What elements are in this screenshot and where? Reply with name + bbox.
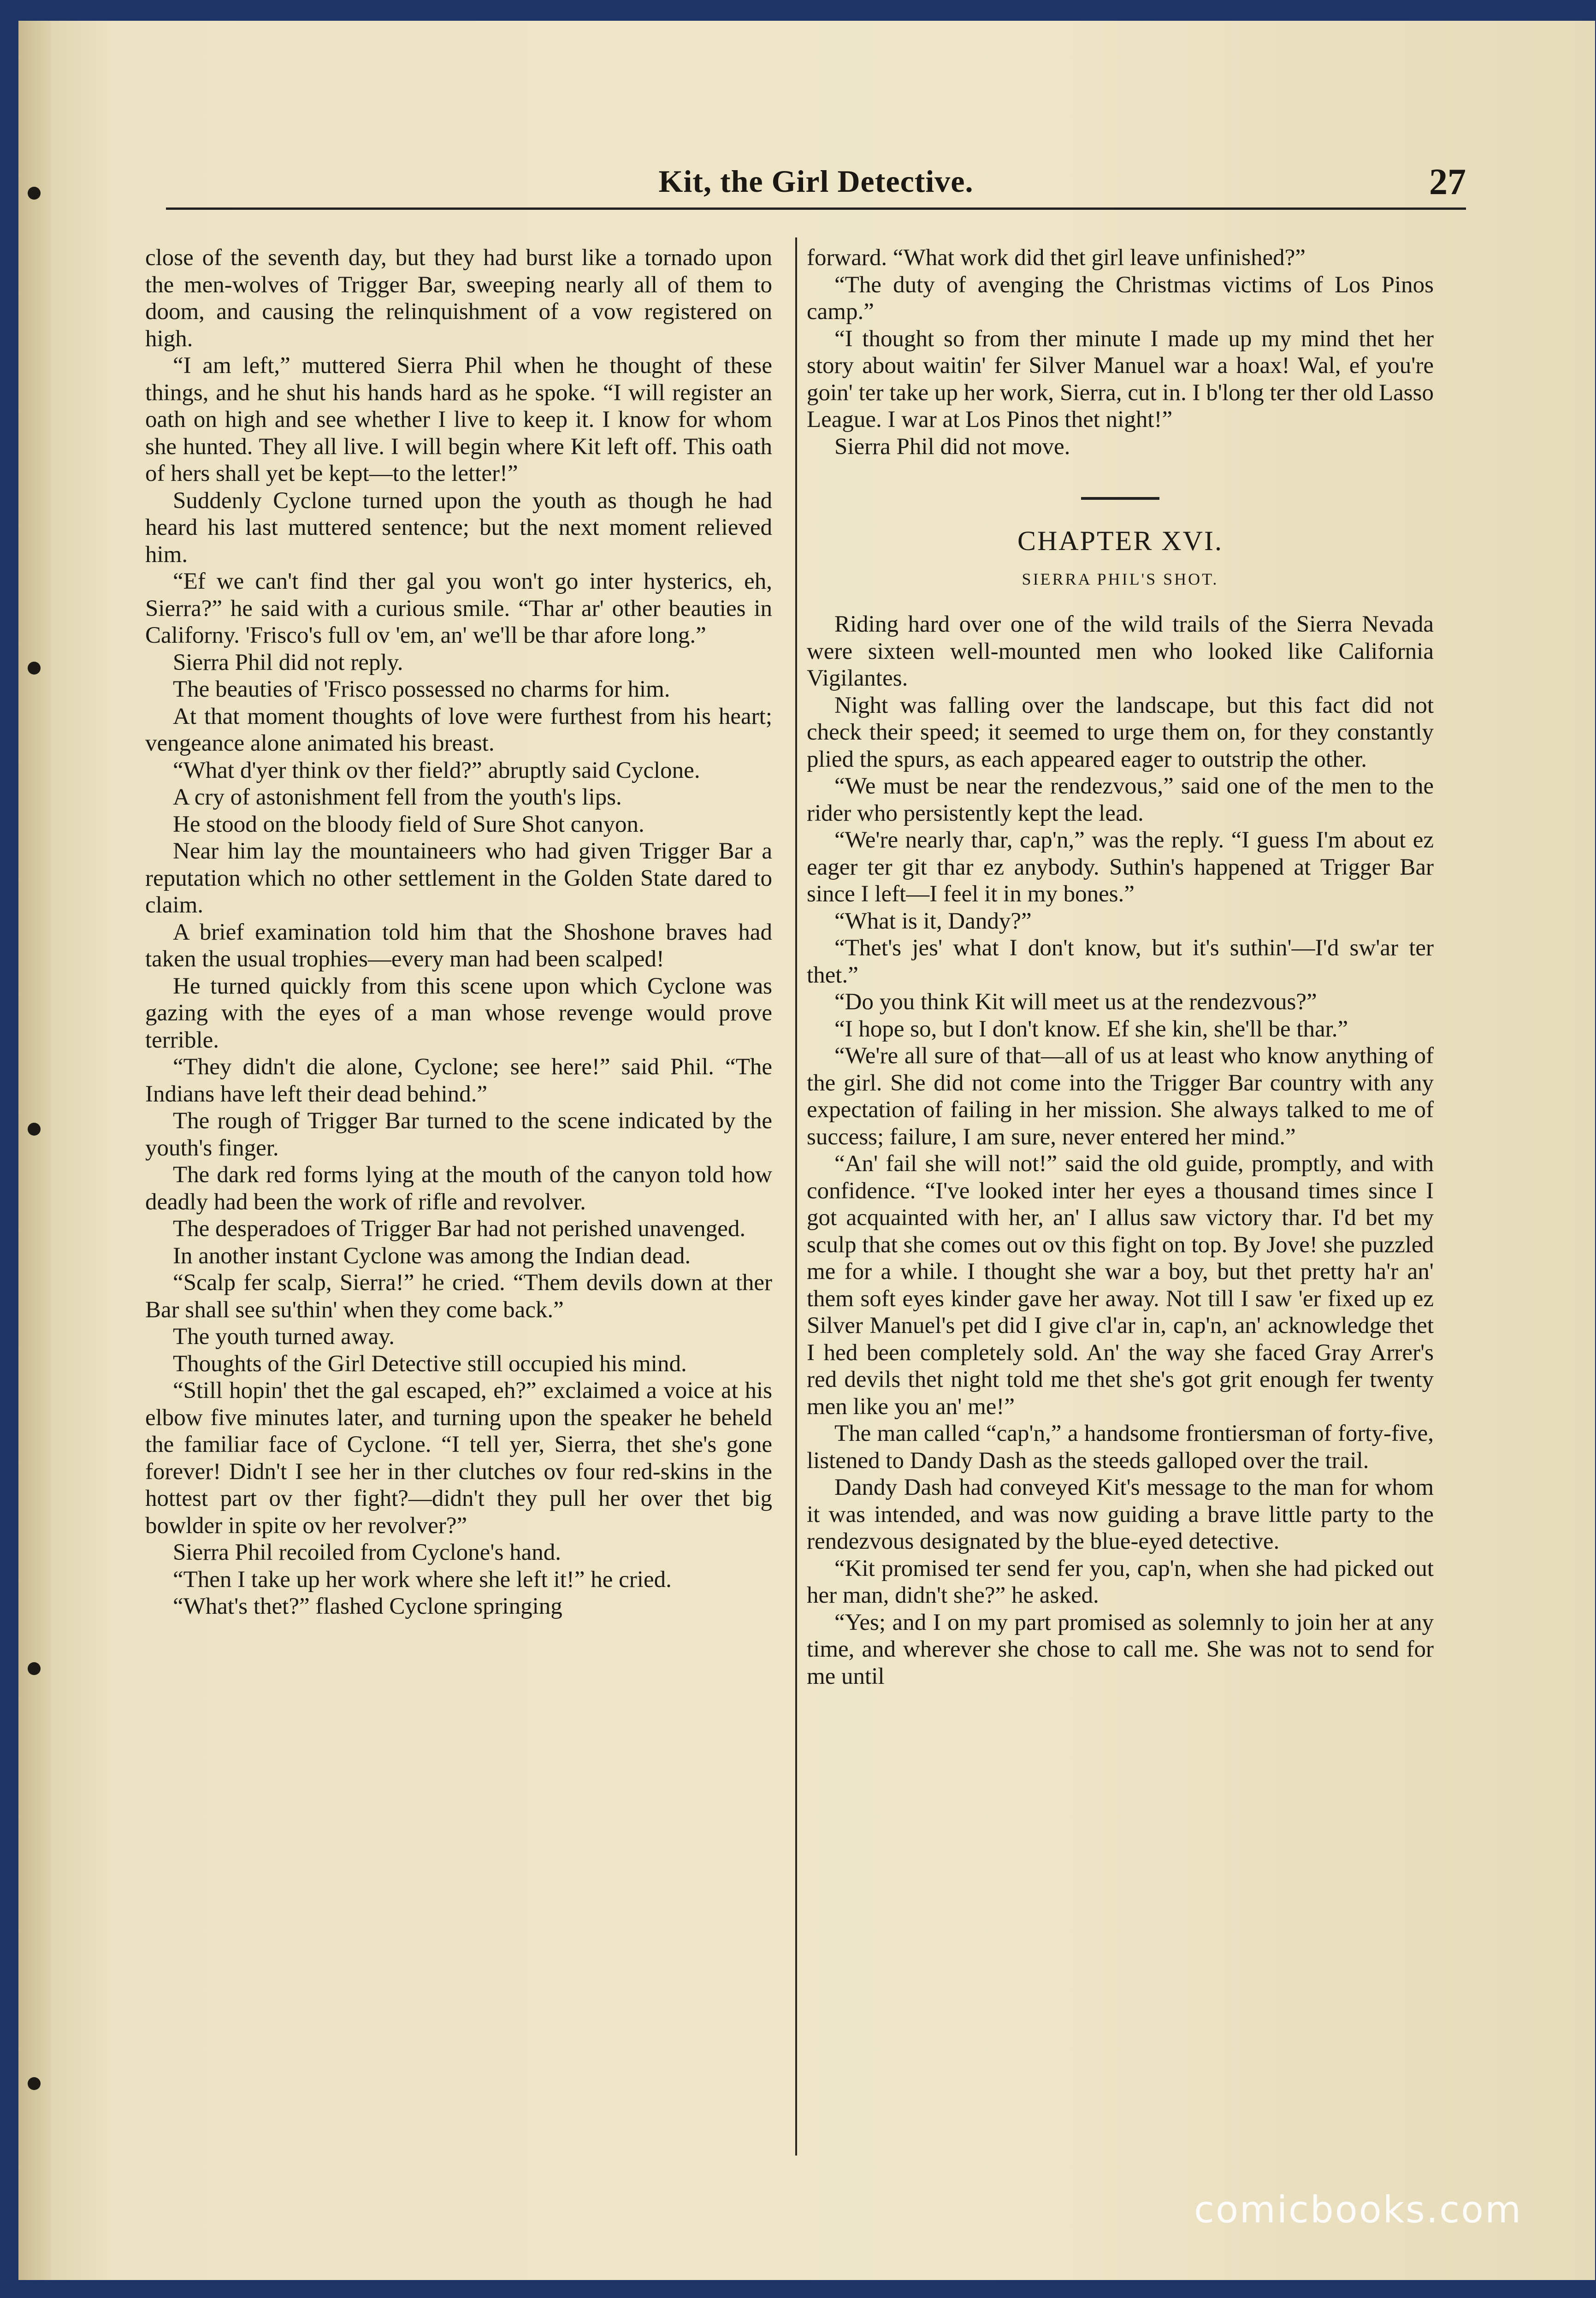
paragraph: Night was falling over the landscape, but this fact did not check their speed; it seemed to urge them on, for they constantly plied the spurs, as each appeared eager to outstrip the other. [807, 692, 1434, 772]
paragraph: The rough of Trigger Bar turned to the scene indicated by the youth's finger. [145, 1108, 772, 1161]
paragraph: “What is it, Dandy?” [834, 908, 1032, 934]
binding-gutter [18, 21, 51, 2280]
binding-stitch [28, 1662, 41, 1675]
paragraph: “Scalp fer scalp, Sierra!” he cried. “Them devils down at ther Bar shall see su'thin' when they come back.” [145, 1270, 772, 1323]
paragraph: Thoughts of the Girl Detective still occupied his mind. [173, 1350, 687, 1377]
paragraph: The beauties of 'Frisco possessed no charms for him. [173, 676, 670, 702]
left-column [145, 244, 772, 2172]
paragraph: “What d'yer think ov ther field?” abruptly said Cyclone. [173, 757, 700, 783]
paragraph: “Then I take up her work where she left it!” he cried. [173, 1566, 672, 1593]
paragraph: Near him lay the mountaineers who had given Trigger Bar a reputation which no other settlement in the Golden State dared to claim. [145, 838, 772, 918]
right-column-bottom-text [807, 611, 1434, 1690]
paragraph: The youth turned away. [173, 1324, 395, 1350]
running-title: Kit, the Girl Detective. [658, 164, 974, 199]
paragraph: “We're all sure of that—all of us at least who know anything of the girl. She did not come into the Trigger Bar country with any expectation of failing in her mission. She always talked to me of success; failure, I am sure, never entered her mind.” [807, 1043, 1434, 1150]
paragraph: Sierra Phil recoiled from Cyclone's hand. [173, 1540, 561, 1565]
right-column-top-text [807, 244, 1434, 460]
paragraph: Sierra Phil did not reply. [173, 649, 403, 675]
paragraph: The dark red forms lying at the mouth of the canyon told how deadly had been the work of rifle and revolver. [145, 1162, 772, 1215]
binding-stitch [28, 187, 41, 200]
paragraph: At that moment thoughts of love were furthest from his heart; vengeance alone animated his breast. [145, 703, 772, 756]
paragraph: “An' fail she will not!” said the old guide, promptly, and with confidence. “I've looked inter her eyes a thousand times since I got acquainted with her, an' I allus saw victory thar. I'd bet my sculp that she comes out ov this fight on top. By Jove! she puzzled me for a while. I thought she war a boy, but thet pretty ha'r an' them soft eyes kinder gave her away. Not till I saw 'er fixed up ez Silver Manuel's pet did I give cl'ar in, cap'n, an' acknowledge thet I hed been completely sold. An' the way she faced Gray Arrer's red devils thet night told me thet she's got grit enough fer twenty men like you an' me!” [807, 1151, 1434, 1420]
binding-stitch [28, 662, 41, 675]
running-header [166, 157, 1466, 210]
paragraph: The desperadoes of Trigger Bar had not perished unavenged. [173, 1216, 746, 1242]
paragraph: Riding hard over one of the wild trails of the Sierra Nevada were sixteen well-mounted men who looked like California Vigilantes. [807, 611, 1434, 691]
right-column [807, 244, 1434, 2172]
paragraph: “We must be near the rendezvous,” said one of the men to the rider who persistently kept the lead. [807, 773, 1434, 826]
binding-stitch [28, 2077, 41, 2090]
chapter-divider-rule [1081, 497, 1159, 500]
paragraph: “The duty of avenging the Christmas victims of Los Pinos camp.” [807, 272, 1434, 325]
paragraph: “Ef we can't find ther gal you won't go inter hysterics, eh, Sierra?” he said with a curious smile. “Thar ar' other beauties in Californy. 'Frisco's full ov 'em, an' we'll be thar afore long.” [145, 569, 772, 648]
paragraph: He turned quickly from this scene upon which Cyclone was gazing with the eyes of a man whose revenge would prove terrible. [145, 973, 772, 1053]
paragraph: Dandy Dash had conveyed Kit's message to the man for whom it was intended, and was now guiding a brave little party to the rendezvous designated by the blue-eyed detective. [807, 1475, 1434, 1554]
paragraph: He stood on the bloody field of Sure Shot canyon. [173, 811, 644, 837]
paragraph: “They didn't die alone, Cyclone; see here!” said Phil. “The Indians have left their dead behind.” [145, 1054, 772, 1107]
paragraph: “We're nearly thar, cap'n,” was the reply. “I guess I'm about ez eager ter git thar ez anybody. Suthin's happened at Trigger Bar since I left—I feel it in my bones.” [807, 827, 1434, 907]
page-number: 27 [1429, 162, 1466, 202]
column-divider [795, 237, 797, 2156]
paragraph: Suddenly Cyclone turned upon the youth as though he had heard his last muttered sentence; but the next moment relieved him. [145, 487, 772, 568]
chapter-heading: CHAPTER XVI. [1017, 526, 1223, 556]
paragraph: “I am left,” muttered Sierra Phil when he thought of these things, and he shut his hands hard as he spoke. “I will register an oath on high and see whether I live to keep it. I know for whom she hunted. They all live. I will begin where Kit left off. This oath of hers shall yet be kept—to the letter!” [145, 353, 772, 486]
paragraph: “Do you think Kit will meet us at the rendezvous?” [834, 989, 1317, 1015]
paragraph: “Still hopin' thet the gal escaped, eh?” exclaimed a voice at his elbow five minutes later, and turning upon the speaker he beheld the familiar face of Cyclone. “I tell yer, Sierra, thet she's gone forever! Didn't I see her in ther clutches ov four red-skins in the hottest part ov ther fight?—didn't they pull her over thet big bowlder in spite ov her revolver?” [145, 1378, 772, 1539]
paragraph: In another instant Cyclone was among the Indian dead. [173, 1243, 691, 1269]
paragraph: A brief examination told him that the Shoshone braves had taken the usual trophies—every man had been scalped! [145, 919, 772, 972]
paragraph: “I thought so from ther minute I made up my mind thet her story about waitin' fer Silver Manuel war a hoax! Wal, ef you're goin' ter take up her work, Sierra, cut in. I b'long ter ther old Lasso League. I war at Los Pinos thet night!” [807, 326, 1434, 432]
paragraph: The man called “cap'n,” a handsome frontiersman of forty-five, listened to Dandy Dash as the steeds galloped over the trail. [807, 1421, 1434, 1474]
paragraph: “Yes; and I on my part promised as solemnly to join her at any time, and wherever she chose to call me. She was not to send for me until [807, 1609, 1434, 1689]
paragraph: Sierra Phil did not move. [834, 433, 1070, 460]
paragraph: “I hope so, but I don't know. Ef she kin, she'll be thar.” [834, 1016, 1348, 1042]
paragraph: “Kit promised ter send fer you, cap'n, when she had picked out her man, didn't she?” he asked. [807, 1555, 1434, 1608]
chapter-subtitle: SIERRA PHIL'S SHOT. [1022, 569, 1219, 588]
paragraph: “Thet's jes' what I don't know, but it's suthin'—I'd sw'ar ter thet.” [807, 935, 1434, 988]
binding-stitch [28, 1123, 41, 1136]
paragraph: A cry of astonishment fell from the youth's lips. [173, 784, 622, 810]
paragraph: “What's thet?” flashed Cyclone springing [173, 1593, 562, 1619]
paragraph: forward. “What work did thet girl leave unfinished?” [807, 245, 1306, 271]
paragraph: close of the seventh day, but they had burst like a tornado upon the men-wolves of Trigger Bar, sweeping nearly all of them to doom, and causing the relinquishment of a vow registered on high. [145, 245, 772, 352]
watermark-logo: comicbooks.com [1194, 2188, 1522, 2231]
document-page [18, 21, 1595, 2280]
